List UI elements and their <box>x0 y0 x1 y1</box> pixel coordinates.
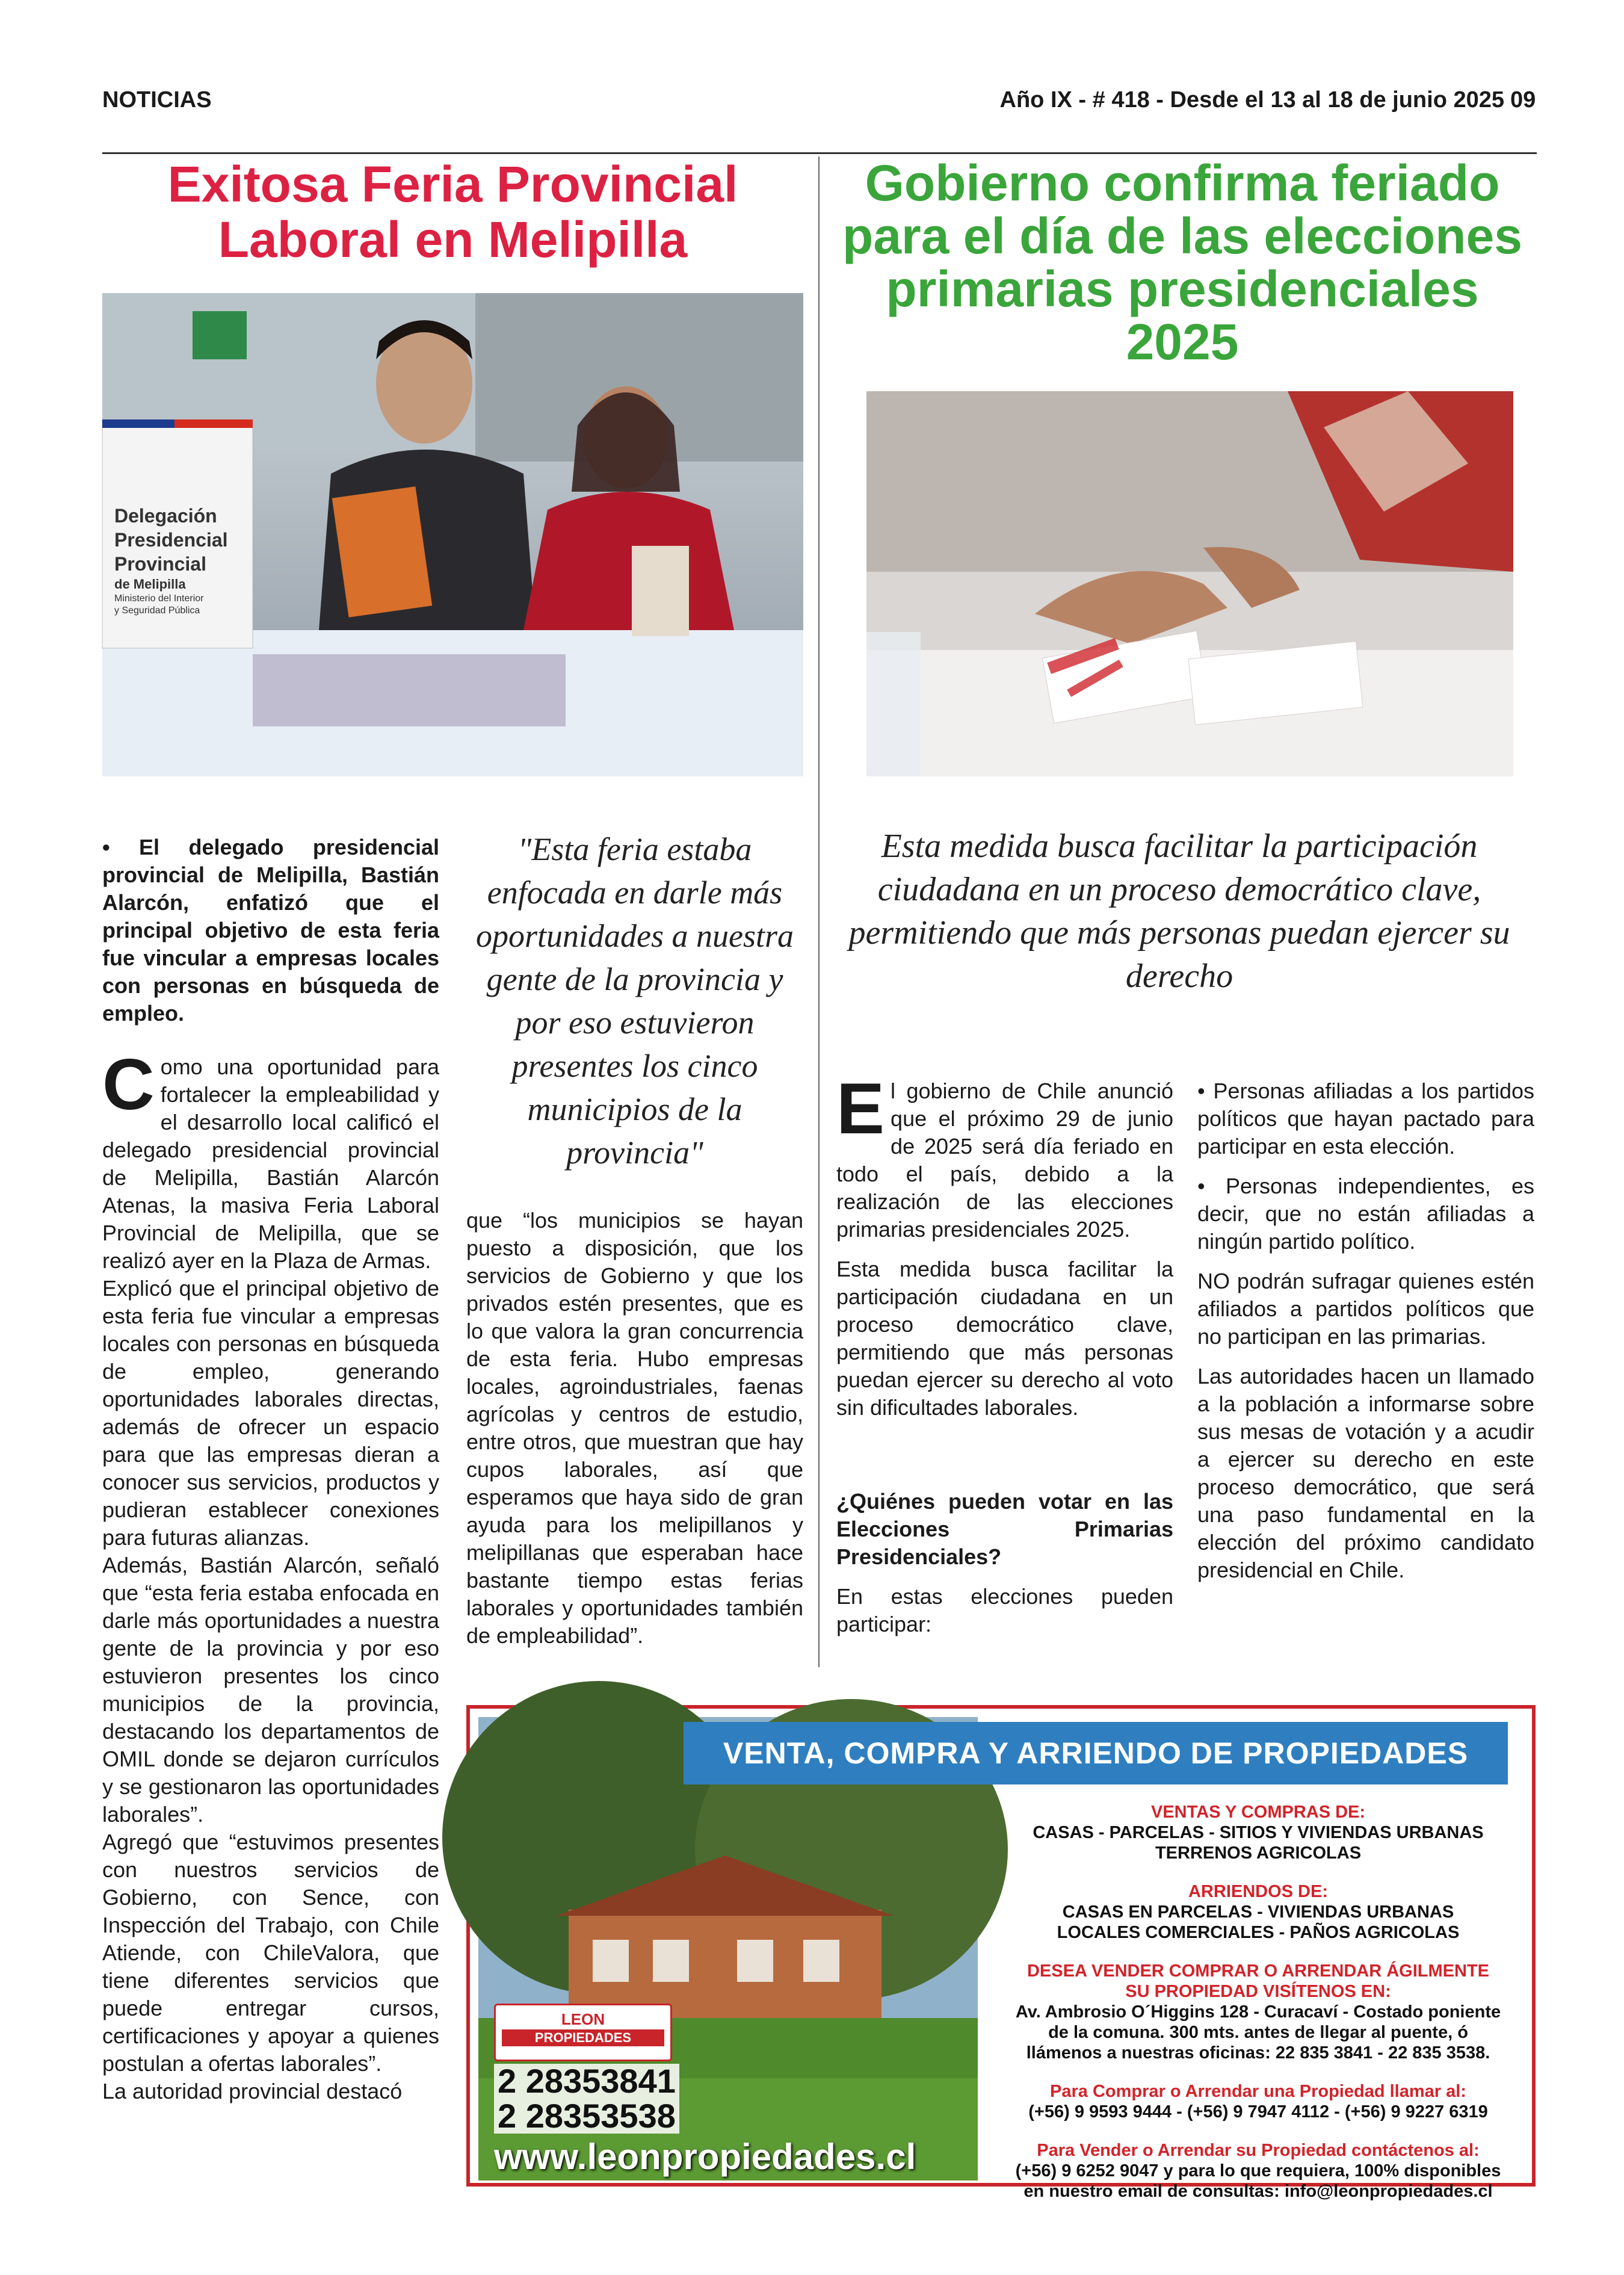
ad-info <box>993 1802 1523 2202</box>
sign-line: y Seguridad Pública <box>114 605 200 616</box>
sign-line: Provincial <box>114 553 206 575</box>
article2-column1 <box>836 1068 1173 1638</box>
paragraph: Esta medida busca facilitar la participación ciudadana en un proceso democrático clave, permitiendo que más personas puedan ejercer su derecho al voto sin dificultades laborales. <box>836 1257 1173 1420</box>
article1-column2 <box>466 1207 803 1650</box>
article2-column2 <box>1197 1077 1534 1584</box>
sign-line: Delegación <box>114 505 217 527</box>
bullet-item: • Personas independientes, es decir, que no están afiliadas a ningún partido político. <box>1197 1174 1534 1254</box>
ad-line: Av. Ambrosio O´Higgins 128 - Curacaví - Costado poniente <box>1015 2002 1501 2022</box>
sign-line: Ministerio del Interior <box>114 593 204 604</box>
article2-title: Gobierno confirma feriado para el día de las elecciones primarias presidenciales 2025 <box>842 155 1522 370</box>
ad-banner: VENTA, COMPRA Y ARRIENDO DE PROPIEDADES <box>684 1722 1508 1784</box>
ad-line: CASAS - PARCELAS - SITIOS Y VIVIENDAS URBANAS <box>1033 1823 1484 1842</box>
ad-heading: VENTAS Y COMPRAS DE: <box>1150 1803 1366 1822</box>
dropcap: C <box>102 1044 155 1125</box>
ad-line: TERRENOS AGRICOLAS <box>1155 1843 1362 1863</box>
ad-line: (+56) 9 6252 9047 y para lo que requiera, 100% disponibles <box>1015 2161 1501 2181</box>
ad-heading: DESEA VENDER COMPRAR O ARRENDAR ÁGILMENTE <box>1027 1961 1489 1981</box>
ad-line: LOCALES COMERCIALES - PAÑOS AGRICOLAS <box>1057 1923 1460 1942</box>
header-rule <box>102 152 1537 154</box>
article1-pullquote: "Esta feria estaba enfocada en darle más oportunidades a nuestra gente de la provincia y por eso estuvieron presentes los cinco municipios de la provincia" <box>475 831 794 1171</box>
paragraph: Explicó que el principal objetivo de esta feria fue vincular a empresas locales con personas en búsqueda de empleo, generando oportunidades laborales directas, además de ofrecer un espacio para que las empresas dieran a conocer sus servicios, productos y pudieran establecer conexiones para futuras alianzas. <box>102 1276 439 1550</box>
subheading: ¿Quiénes pueden votar en las Elecciones Primarias Presidenciales? <box>836 1489 1173 1569</box>
section-label: NOTICIAS <box>102 87 212 113</box>
ad-heading: Para Comprar o Arrendar una Propiedad llamar al: <box>1050 2082 1466 2101</box>
article2-pullquote: Esta medida busca facilitar la participación ciudadana en un proceso democrático clave, permitiendo que más personas puedan ejercer su derecho <box>848 828 1510 995</box>
website-link[interactable]: www.leonpropiedades.cl <box>494 2137 916 2177</box>
phone-number[interactable]: 2 28353538 <box>498 2097 676 2135</box>
paragraph: En estas elecciones pueden participar: <box>836 1584 1173 1636</box>
paragraph: NO podrán sufragar quienes estén afiliados a partidos políticos que no participan en las primarias. <box>1197 1269 1534 1349</box>
bullet-item: • Personas afiliadas a los partidos políticos que hayan pactado para participar en esta elección. <box>1197 1079 1534 1159</box>
paragraph: Agregó que “estuvimos presentes con nuestros servicios de Gobierno, con Sence, con Inspección del Trabajo, con Chile Atiende, con ChileValora, que tiene diferentes servicios que puede entregar cursos, certificaciones y apoyar a quienes postulan a ofertas laborales”. <box>102 1830 439 2076</box>
ad-line: llámenos a nuestras oficinas: 22 835 3841 - 22 835 3538. <box>1026 2043 1490 2063</box>
paragraph: l gobierno de Chile anunció que el próximo 29 de junio de 2025 será día feriado en todo el país, debido a la realización de las elecciones primarias presidenciales 2025. <box>836 1079 1173 1242</box>
ad-heading: SU PROPIEDAD VISÍTENOS EN: <box>1125 1982 1391 2001</box>
fair-photo <box>102 293 803 776</box>
ad-line: en nuestro email de consultas: info@leonpropiedades.cl <box>1023 2182 1493 2201</box>
paragraph: La autoridad provincial destacó <box>102 2079 403 2103</box>
sign-line: de Melipilla <box>114 577 186 592</box>
paragraph: Además, Bastián Alarcón, señaló que “esta feria estaba enfocada en darle más oportunidades a nuestra gente de la provincia y por eso estuvieron presentes los cinco municipios de la provincia, destacando los departamentos de OMIL donde se dejaron currículos y se gestionaron las oportunidades laborales”. <box>102 1553 439 1827</box>
leon-logo <box>494 2004 672 2061</box>
ad-line: (+56) 9 9593 9444 - (+56) 9 7947 4112 - (+56) 9 9227 6319 <box>1028 2102 1488 2122</box>
office-phones <box>494 2064 679 2134</box>
paragraph: Las autoridades hacen un llamado a la población a informarse sobre sus mesas de votación y a acudir a ejercer su derecho en este proceso democrático, que será una paso fundamental en la elección del próximo candidato presidencial en Chile. <box>1197 1364 1534 1582</box>
phone-number[interactable]: 2 28353841 <box>498 2062 676 2100</box>
paragraph: omo una oportunidad para fortalecer la empleabilidad y el desarrollo local calificó el delegado presidencial provincial de Melipilla, Bastián Alarcón Atenas, la masiva Feria Laboral Provincial de Melipilla, que se realizó ayer en la Plaza de Armas. <box>102 1054 439 1273</box>
real-estate-ad <box>466 1705 1536 2201</box>
article1-lead: • El delegado presidencial provincial de Melipilla, Bastián Alarcón, enfatizó que el principal objetivo de esta feria fue vincular a empresas locales con personas en búsqueda de empleo. <box>102 835 439 1026</box>
article1-column1 <box>102 1044 439 2105</box>
logo-text: PROPIEDADES <box>502 2029 664 2046</box>
sign-line: Presidencial <box>114 529 228 551</box>
page-number: 09 <box>1510 87 1536 113</box>
ad-line: de la comuna. 300 mts. antes de llegar al puente, ó <box>1048 2023 1468 2042</box>
ad-line: CASAS EN PARCELAS - VIVIENDAS URBANAS <box>1062 1902 1454 1922</box>
article1-title: Exitosa Feria Provincial Laboral en Melipilla <box>167 156 738 268</box>
issue-info: Año IX - # 418 - Desde el 13 al 18 de junio 2025 <box>999 87 1504 113</box>
column-divider <box>818 156 820 1667</box>
ad-heading: Para Vender o Arrendar su Propiedad contáctenos al: <box>1037 2141 1480 2160</box>
paragraph: que “los municipios se hayan puesto a disposición, que los servicios de Gobierno y que los privados estén presentes, que es lo que valora la gran concurrencia de esta feria. Hubo empresas locales, agroindustriales, faenas agrícolas y centros de estudio, entre otros, que muestran que hay cupos laborales, así que esperamos que haya sido de gran ayuda para los melipillanos y melipillanas que esperaban hace bastante tiempo estas ferias laborales y oportunidades también de empleabilidad”. <box>466 1208 803 1648</box>
ballot-photo <box>866 391 1513 776</box>
ad-heading: ARRIENDOS DE: <box>1188 1882 1328 1901</box>
logo-text: LEON <box>561 2010 605 2028</box>
dropcap: E <box>836 1068 885 1149</box>
